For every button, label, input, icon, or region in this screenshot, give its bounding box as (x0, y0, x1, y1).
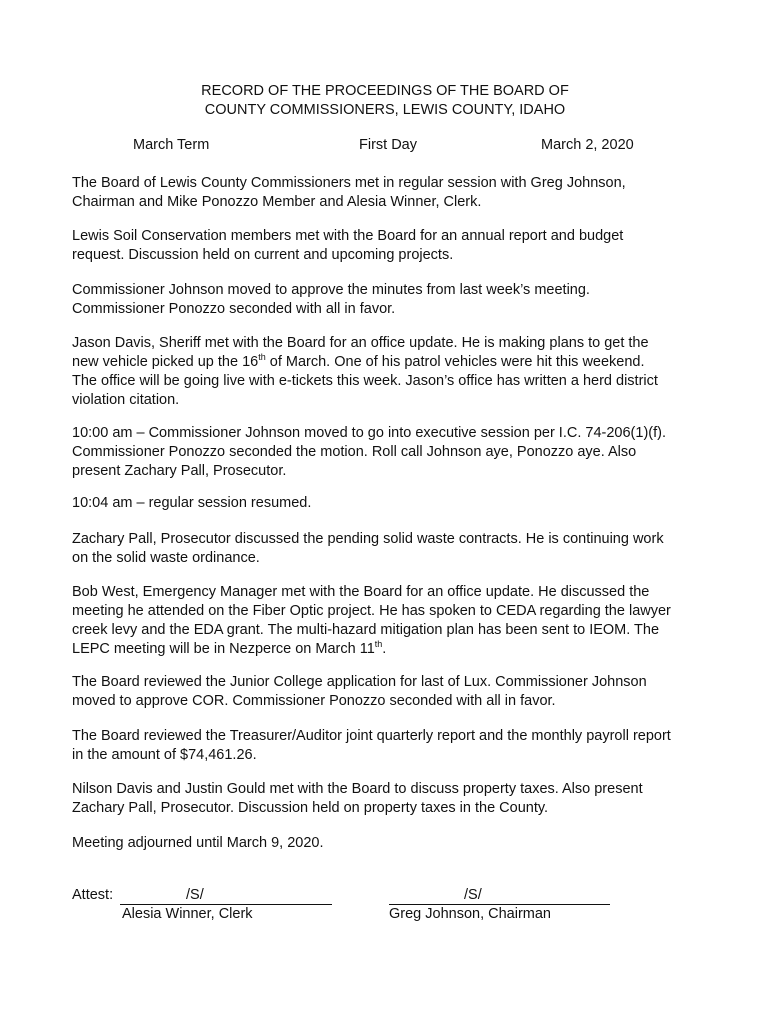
text-line: meeting he attended on the Fiber Optic project. He has spoken to CEDA regarding the lawyer (72, 603, 671, 619)
paragraph-sheriff-update (72, 334, 712, 410)
chairman-name: Greg Johnson, Chairman (389, 906, 551, 922)
text-line: LEPC meeting will be in Nezperce on March 11th. (72, 639, 387, 657)
document-title (0, 82, 770, 120)
text-line: Commissioner Johnson moved to approve the minutes from last week’s meeting. (72, 282, 590, 298)
text-line: Zachary Pall, Prosecutor discussed the pending solid waste contracts. He is continuing work (72, 531, 664, 547)
text-line: in the amount of $74,461.26. (72, 747, 257, 763)
text-line: Zachary Pall, Prosecutor. Discussion held on property taxes in the County. (72, 800, 549, 816)
paragraph-solid-waste (72, 530, 712, 568)
paragraph-session-open (72, 174, 712, 212)
paragraph-minutes-approval (72, 281, 712, 319)
day-label: First Day (359, 137, 417, 153)
text-line: request. Discussion held on current and upcoming projects. (72, 247, 454, 263)
text-line: on the solid waste ordinance. (72, 550, 260, 566)
paragraph-junior-college (72, 673, 712, 711)
text-line: Commissioner Ponozzo seconded with all in favor. (72, 301, 396, 317)
text-line: Lewis Soil Conservation members met with the Board for an annual report and budget (72, 228, 624, 244)
paragraph-emergency-manager (72, 583, 712, 659)
text-line: present Zachary Pall, Prosecutor. (72, 463, 287, 479)
text-line: Meeting adjourned until March 9, 2020. (72, 835, 324, 851)
text-line: 10:00 am – Commissioner Johnson moved to go into executive session per I.C. 74-206(1)(f). (72, 425, 666, 441)
text-line: Jason Davis, Sheriff met with the Board for an office update. He is making plans to get the (72, 335, 649, 351)
paragraph-adjournment (72, 834, 712, 853)
title-line-1: RECORD OF THE PROCEEDINGS OF THE BOARD OF (201, 83, 569, 99)
text-line: moved to approve COR. Commissioner Ponozzo seconded with all in favor. (72, 693, 556, 709)
chairman-signature-mark: /S/ (464, 887, 482, 903)
text-line: The office will be going live with e-tickets this week. Jason’s office has written a herd district (72, 373, 658, 389)
text-line: The Board of Lewis County Commissioners met in regular session with Greg Johnson, (72, 175, 626, 191)
chairman-signature-line (389, 904, 610, 905)
text-line: Chairman and Mike Ponozzo Member and Alesia Winner, Clerk. (72, 194, 482, 210)
text-line: 10:04 am – regular session resumed. (72, 495, 312, 511)
text-line: creek levy and the EDA grant. The multi-hazard mitigation plan has been sent to IEOM. The (72, 622, 660, 638)
text-line: Commissioner Ponozzo seconded the motion. Roll call Johnson aye, Ponozzo aye. Also (72, 444, 637, 460)
text-line: The Board reviewed the Junior College application for last of Lux. Commissioner Johnson (72, 674, 647, 690)
text-line: Nilson Davis and Justin Gould met with the Board to discuss property taxes. Also present (72, 781, 643, 797)
term-label: March Term (133, 137, 210, 153)
paragraph-executive-session (72, 424, 712, 481)
clerk-name: Alesia Winner, Clerk (122, 906, 253, 922)
clerk-signature-mark: /S/ (186, 887, 204, 903)
title-line-2: COUNTY COMMISSIONERS, LEWIS COUNTY, IDAHO (204, 102, 566, 118)
paragraph-treasurer-report (72, 727, 712, 765)
text-line: violation citation. (72, 392, 180, 408)
paragraph-session-resumed (72, 494, 712, 513)
text-line: The Board reviewed the Treasurer/Auditor joint quarterly report and the monthly payroll report (72, 728, 671, 744)
date-label: March 2, 2020 (541, 137, 634, 153)
clerk-signature-line (120, 904, 332, 905)
paragraph-soil-conservation (72, 227, 712, 265)
paragraph-property-taxes (72, 780, 712, 818)
text-line: Bob West, Emergency Manager met with the Board for an office update. He discussed the (72, 584, 650, 600)
attest-label: Attest: (72, 887, 114, 903)
text-line: new vehicle picked up the 16th of March. One of his patrol vehicles were hit this weekend. (72, 352, 645, 370)
